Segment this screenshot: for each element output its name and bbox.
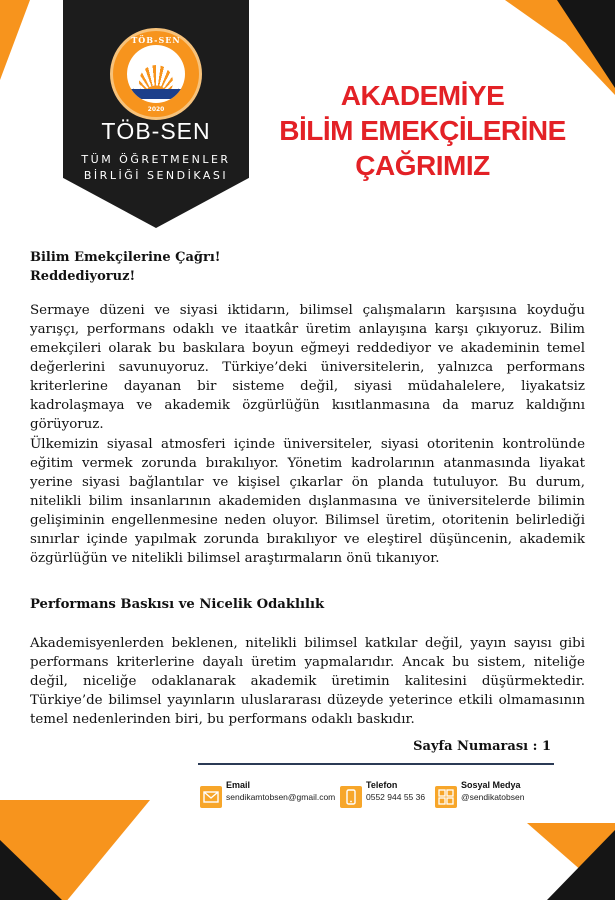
social-value[interactable]: @sendikatobsen xyxy=(461,792,525,802)
lead-line1: Bilim Emekçilerine Çağrı! xyxy=(30,250,221,265)
logo-top-text: TÖB-SEN xyxy=(131,35,181,45)
section-title: Performans Baskısı ve Nicelik Odaklılık xyxy=(30,597,325,612)
logo-year: 2020 xyxy=(147,106,165,113)
org-logo xyxy=(110,28,202,120)
lead-line2: Reddediyoruz! xyxy=(30,269,136,284)
paragraph-3: Akademisyenlerden beklenen, nitelikli bilimsel katkılar değil, yayın sayısı gibi performans kriterlerine dayalı üretim yapmalarıdır. Ancak bu sistem, niteliğe değil, niceliğe odaklanarak akademik üretimin kalitesini düşürmektedir. Türkiye’de bilimsel yayınların uluslararası düzeyde yeterince etkili olmamasının temel nedenlerinden biri, bu performans odaklı baskıdır. xyxy=(30,636,585,727)
contact-social xyxy=(435,780,524,808)
paragraph-2: Ülkemizin siyasal atmosferi içinde üniversiteler, siyasi otoritenin kontrolünde eğitim vermek zorunda bırakılıyor. Yönetim kadrolarının atanmasında liyakat yerine siyasi bağlantılar ve kişisel çıkarlar ön planda tutuluyor. Bu durum, nitelikli bilim insanlarının akademiden dışlanmasına ve üniversitelerde bilimin gelişiminin engellenmesine neden oluyor. Bilimsel üretim, otoritenin belirlediği sınırlar içinde yapılmak zorunda bırakılıyor ve eleştirel düşüncenin, akademik özgürlüğün ve nitelikli bilimsel araştırmaların önü tıkanıyor. xyxy=(30,437,585,566)
logo-emblem xyxy=(127,45,185,103)
page-headline xyxy=(250,78,595,183)
email-label: Email xyxy=(226,780,251,790)
headline-line1: AKADEMİYE xyxy=(340,80,505,111)
headline-line3: ÇAĞRIMIZ xyxy=(355,150,490,181)
email-value[interactable]: sendikamtobsen@gmail.com xyxy=(226,792,336,802)
org-subtitle xyxy=(63,152,249,184)
org-subtitle-line2: BİRLİĞİ SENDİKASI xyxy=(83,169,229,182)
footer-divider xyxy=(198,763,554,765)
headline-line2: BİLİM EMEKÇİLERİNE xyxy=(279,115,566,146)
org-subtitle-line1: TÜM ÖĞRETMENLER xyxy=(81,153,231,166)
contact-email xyxy=(200,780,335,808)
contact-phone xyxy=(340,780,425,808)
envelope-icon xyxy=(200,786,222,808)
org-name: TÖB-SEN xyxy=(101,118,211,144)
wave-icon xyxy=(131,89,181,99)
social-icon xyxy=(435,786,457,808)
social-label: Sosyal Medya xyxy=(461,780,521,790)
phone-label: Telefon xyxy=(366,780,398,790)
paragraph-1: Sermaye düzeni ve siyasi iktidarın, bilimsel çalışmaların karşısına koyduğu yarışçı, performans odaklı ve itaatkâr üretim anlayışına karşı çıkıyoruz. Bilim emekçileri olarak bu baskılara boyun eğmeyi reddediyor ve akademinin temel değerlerini savunuyoruz. Türkiye’deki üniversitelerin, yalnızca performans kriterlerine dayanan bir sisteme değil, siyasi müdahalelere, liyakatsiz kadrolaşmaya ve akademik özgürlüğün kısıtlanmasına da maruz kaldığını görüyoruz. xyxy=(30,303,585,432)
banner-orange-accent xyxy=(0,0,30,80)
phone-icon xyxy=(340,786,362,808)
phone-value[interactable]: 0552 944 55 36 xyxy=(366,792,426,802)
lead-text xyxy=(30,248,220,286)
page-number: Sayfa Numarası : 1 xyxy=(413,739,551,754)
